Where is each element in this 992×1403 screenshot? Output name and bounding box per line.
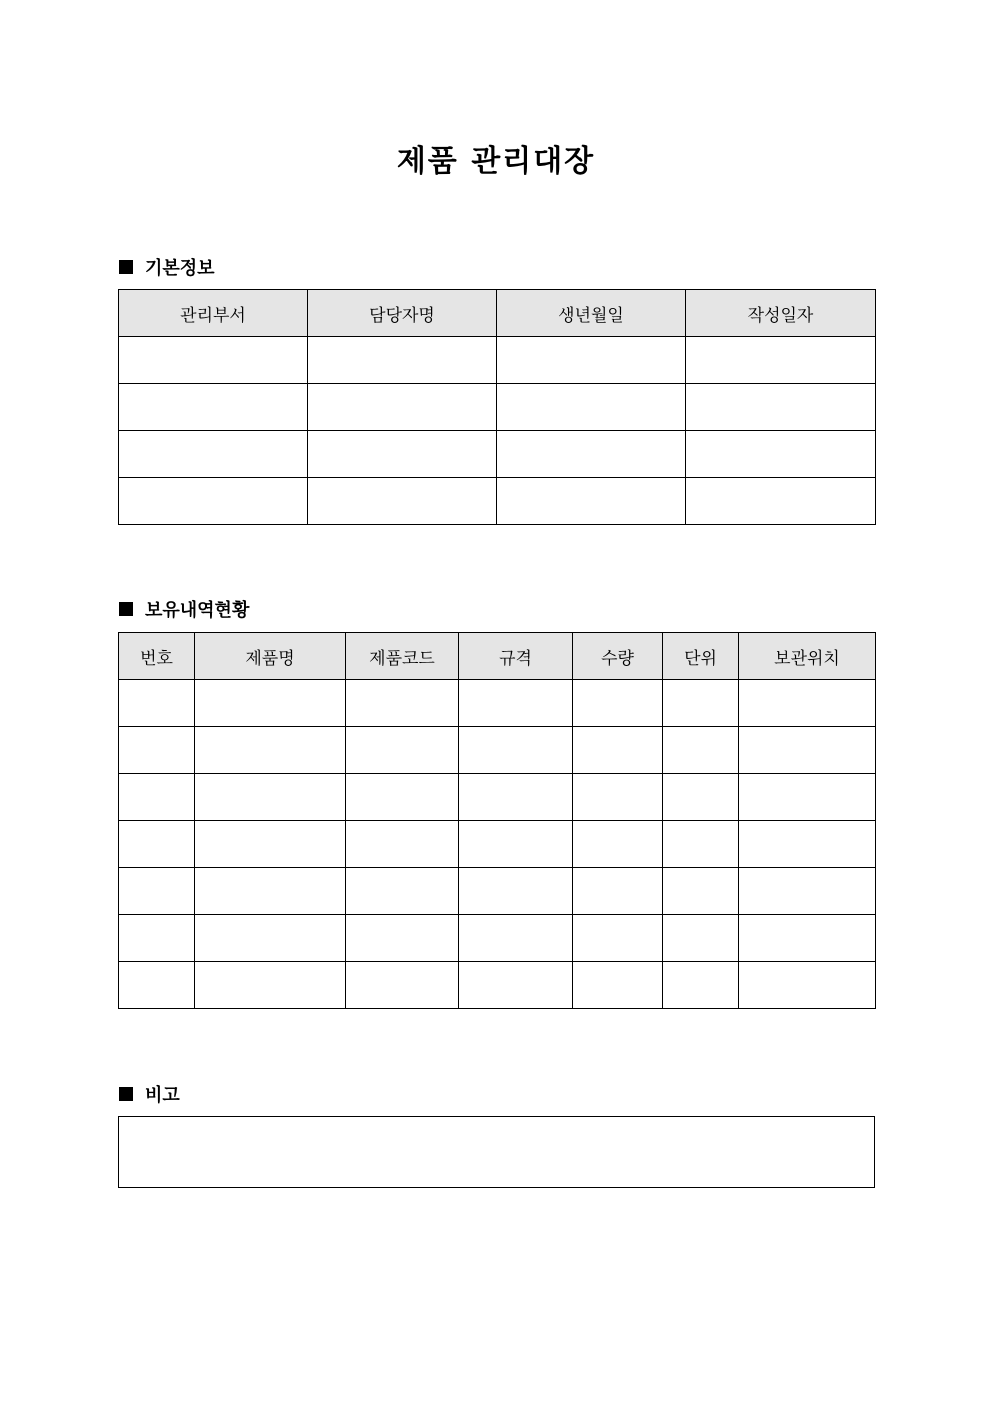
table-cell[interactable] (459, 962, 573, 1009)
holdings-table (118, 632, 876, 1009)
column-header-quantity: 수량 (573, 633, 663, 680)
table-cell[interactable] (119, 727, 195, 774)
column-header-product-code: 제품코드 (346, 633, 459, 680)
table-cell[interactable] (119, 868, 195, 915)
column-header-spec: 규격 (459, 633, 573, 680)
table-cell[interactable] (119, 680, 195, 727)
table-cell[interactable] (195, 774, 346, 821)
table-cell[interactable] (497, 478, 686, 525)
table-cell[interactable] (663, 962, 739, 1009)
table-cell[interactable] (739, 915, 876, 962)
table-cell[interactable] (346, 680, 459, 727)
table-cell[interactable] (119, 821, 195, 868)
table-cell[interactable] (686, 431, 876, 478)
table-cell[interactable] (195, 962, 346, 1009)
column-header-storage-location: 보관위치 (739, 633, 876, 680)
table-cell[interactable] (573, 868, 663, 915)
table-row (119, 727, 876, 774)
table-row (119, 962, 876, 1009)
table-cell[interactable] (195, 727, 346, 774)
table-row (119, 431, 876, 478)
table-cell[interactable] (663, 727, 739, 774)
table-row (119, 774, 876, 821)
column-header-birth-date: 생년월일 (497, 290, 686, 337)
basic-info-table (118, 289, 876, 525)
basic-info-heading (119, 254, 215, 280)
table-cell[interactable] (459, 774, 573, 821)
table-cell[interactable] (573, 774, 663, 821)
table-cell[interactable] (346, 727, 459, 774)
column-header-department: 관리부서 (119, 290, 308, 337)
table-cell[interactable] (739, 868, 876, 915)
table-cell[interactable] (119, 962, 195, 1009)
table-cell[interactable] (663, 868, 739, 915)
holdings-header-row (119, 633, 876, 680)
table-cell[interactable] (119, 337, 308, 384)
table-cell[interactable] (308, 431, 497, 478)
table-cell[interactable] (686, 478, 876, 525)
table-cell[interactable] (739, 774, 876, 821)
basic-info-heading-label: 기본정보 (145, 258, 215, 279)
table-cell[interactable] (573, 727, 663, 774)
column-header-product-name: 제품명 (195, 633, 346, 680)
table-cell[interactable] (497, 384, 686, 431)
table-row (119, 868, 876, 915)
table-cell[interactable] (308, 478, 497, 525)
document-title: 제품 관리대장 (396, 144, 596, 179)
table-cell[interactable] (497, 431, 686, 478)
table-cell[interactable] (119, 774, 195, 821)
table-cell[interactable] (346, 915, 459, 962)
table-cell[interactable] (308, 337, 497, 384)
table-cell[interactable] (739, 962, 876, 1009)
table-cell[interactable] (739, 727, 876, 774)
table-row (119, 337, 876, 384)
table-cell[interactable] (195, 868, 346, 915)
table-cell[interactable] (346, 821, 459, 868)
table-cell[interactable] (686, 337, 876, 384)
table-cell[interactable] (739, 680, 876, 727)
table-cell[interactable] (119, 431, 308, 478)
square-bullet-icon (119, 1087, 133, 1101)
holdings-heading (119, 596, 249, 622)
remarks-heading (119, 1081, 180, 1107)
table-cell[interactable] (459, 727, 573, 774)
table-cell[interactable] (346, 774, 459, 821)
remarks-heading-label: 비고 (145, 1085, 180, 1106)
table-cell[interactable] (459, 915, 573, 962)
remarks-box[interactable] (118, 1116, 875, 1188)
column-header-number: 번호 (119, 633, 195, 680)
table-cell[interactable] (497, 337, 686, 384)
table-cell[interactable] (119, 915, 195, 962)
table-cell[interactable] (195, 680, 346, 727)
column-header-manager-name: 담당자명 (308, 290, 497, 337)
table-cell[interactable] (195, 821, 346, 868)
table-cell[interactable] (663, 915, 739, 962)
table-cell[interactable] (686, 384, 876, 431)
table-cell[interactable] (573, 680, 663, 727)
table-row (119, 915, 876, 962)
table-cell[interactable] (573, 821, 663, 868)
table-cell[interactable] (573, 962, 663, 1009)
table-cell[interactable] (459, 821, 573, 868)
table-cell[interactable] (459, 680, 573, 727)
square-bullet-icon (119, 602, 133, 616)
table-cell[interactable] (346, 962, 459, 1009)
table-cell[interactable] (739, 821, 876, 868)
table-cell[interactable] (663, 680, 739, 727)
table-row (119, 478, 876, 525)
table-cell[interactable] (573, 915, 663, 962)
table-cell[interactable] (195, 915, 346, 962)
table-cell[interactable] (346, 868, 459, 915)
square-bullet-icon (119, 260, 133, 274)
table-cell[interactable] (663, 774, 739, 821)
table-cell[interactable] (119, 478, 308, 525)
table-row (119, 821, 876, 868)
column-header-written-date: 작성일자 (686, 290, 876, 337)
table-row (119, 384, 876, 431)
table-row (119, 680, 876, 727)
basic-info-header-row (119, 290, 876, 337)
column-header-unit: 단위 (663, 633, 739, 680)
table-cell[interactable] (308, 384, 497, 431)
table-cell[interactable] (459, 868, 573, 915)
table-cell[interactable] (663, 821, 739, 868)
table-cell[interactable] (119, 384, 308, 431)
holdings-heading-label: 보유내역현황 (145, 600, 250, 621)
